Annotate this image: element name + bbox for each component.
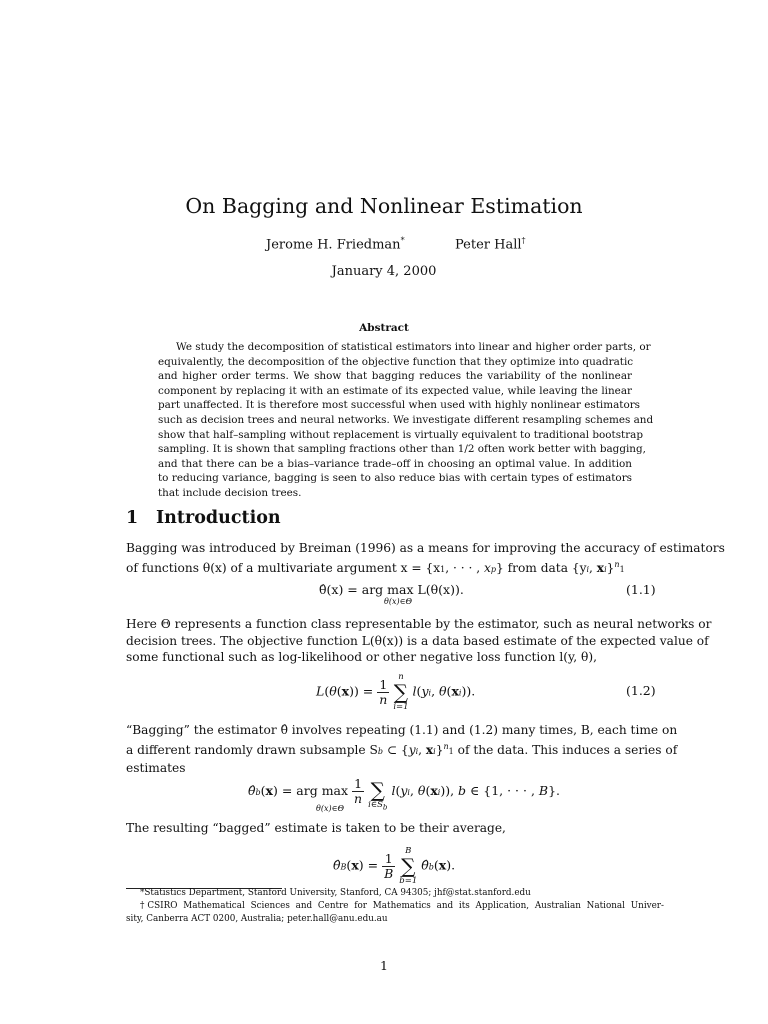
intro-paragraph-1 [126, 540, 725, 578]
abstract-line: and that there can be a bias–variance trade–off in choosing an optimal value. In addition [158, 457, 632, 470]
abstract-line: We study the decomposition of statistical estimators into linear and higher order parts, or [176, 341, 651, 353]
abstract-body [158, 340, 654, 501]
abstract-line: that include decision trees. [158, 486, 302, 499]
equation-1-1: θ̂(x) = arg max L(θ(x)). [319, 582, 464, 597]
paragraph-line: The resulting “bagged” estimate is taken to be their average, [126, 821, 506, 835]
paragraph-line: “Bagging” the estimator θ̂ involves repeating (1.1) and (1.2) many times, B, each time on [126, 723, 678, 737]
abstract-line: and higher order terms. We show that bagging reduces the variability of the nonlinear [158, 370, 632, 383]
paper-title: On Bagging and Nonlinear Estimation [185, 194, 583, 218]
summation-symbol: n ∑ i=1 [393, 672, 409, 712]
abstract-line: to reducing variance, bagging is seen to also reduce bias with certain types of estimators [158, 472, 632, 485]
equation-1-2: L(θ(x)) = $\frac{1}{n}$ n ∑ i=1 l(yi, θ(xi)). [316, 672, 476, 712]
paragraph-line: Here Θ represents a function class representable by the estimator, such as neural networks or [126, 617, 712, 631]
summation-symbol: ∑ $i\in S_b$ [368, 778, 388, 812]
paragraph-line: estimates [126, 761, 186, 776]
abstract-line: component by replacing it with an estimate of its expected value, while leaving the linear [158, 384, 632, 397]
section-title: Introduction [156, 508, 281, 528]
equation-number-1-2: (1.2) [626, 683, 656, 698]
author-hall: Peter Hall† [455, 236, 526, 253]
fraction: $\frac{1}{n}$ [354, 775, 363, 806]
footnote-2-line-2: sity, Canberra ACT 0200, Australia; peter.hall@anu.edu.au [126, 914, 388, 924]
abstract-line: sampling. It is shown that sampling fractions other than 1/2 often work better with bagging, [158, 443, 646, 456]
abstract-line: show that half–sampling without replacement is virtually equivalent to traditional bootstrap [158, 428, 644, 441]
footnote-1: *Statistics Department, Stanford University, Stanford, CA 94305; jhf@stat.stanford.edu [140, 888, 531, 898]
intro-paragraph-2 [126, 616, 712, 666]
equation-1-1-subscript: θ(x)∈Θ [384, 597, 413, 606]
fraction: $\frac{1}{B}$ [384, 850, 394, 881]
summation-symbol: B ∑ b=1 [399, 846, 418, 886]
abstract-heading: Abstract [359, 322, 409, 334]
paragraph-line: Bagging was introduced by Breiman (1996) as a means for improving the accuracy of estimators [126, 541, 725, 555]
intro-paragraph-4 [126, 820, 662, 837]
paragraph-line: some functional such as log-likelihood or other negative loss function l(y, θ), [126, 650, 597, 664]
abstract-line: such as decision trees and neural networks. We investigate different resampling schemes and [158, 413, 654, 426]
section-heading [126, 508, 281, 528]
section-number: 1 [126, 508, 139, 528]
footnote-2-line-1: †CSIRO Mathematical Sciences and Centre for Mathematics and its Application, Australian National Univer- [140, 901, 664, 911]
paragraph-line: of functions θ(x) of a multivariate argument x = {x1, · · · , xp} from data {yi, xi}$^n$1 [126, 559, 625, 575]
page-number: 1 [380, 958, 388, 973]
equation-theta-b-subscript: θ(x)∈Θ [316, 804, 345, 813]
author-friedman: Jerome H. Friedman* [266, 236, 405, 253]
fraction: $\frac{1}{n}$ [379, 676, 388, 707]
equation-theta-b: θ̂b(x) = arg max $\frac{1}{n}$ ∑ $i\in S_b$ l(yi, θ(xi)), b ∈ {1, · · · , B}. [248, 770, 560, 813]
paper-date: January 4, 2000 [331, 264, 437, 279]
equation-number-1-1: (1.1) [626, 582, 656, 597]
paragraph-line: a different randomly drawn subsample Sb ⊂ {yi, xi}$^n$1 of the data. This induces a series of [126, 741, 678, 757]
intro-paragraph-3 [126, 722, 678, 777]
abstract-line: part unaffected. It is therefore most successful when used with highly nonlinear estimators [158, 399, 641, 412]
paragraph-line: decision trees. The objective function L(θ(x)) is a data based estimate of the expected value of [126, 633, 709, 648]
equation-theta-bagged: θ̂B(x) = $\frac{1}{B}$ B ∑ b=1 θ̂b(x). [333, 846, 456, 886]
abstract-line: equivalently, the decomposition of the objective function that they optimize into quadratic [158, 355, 634, 368]
